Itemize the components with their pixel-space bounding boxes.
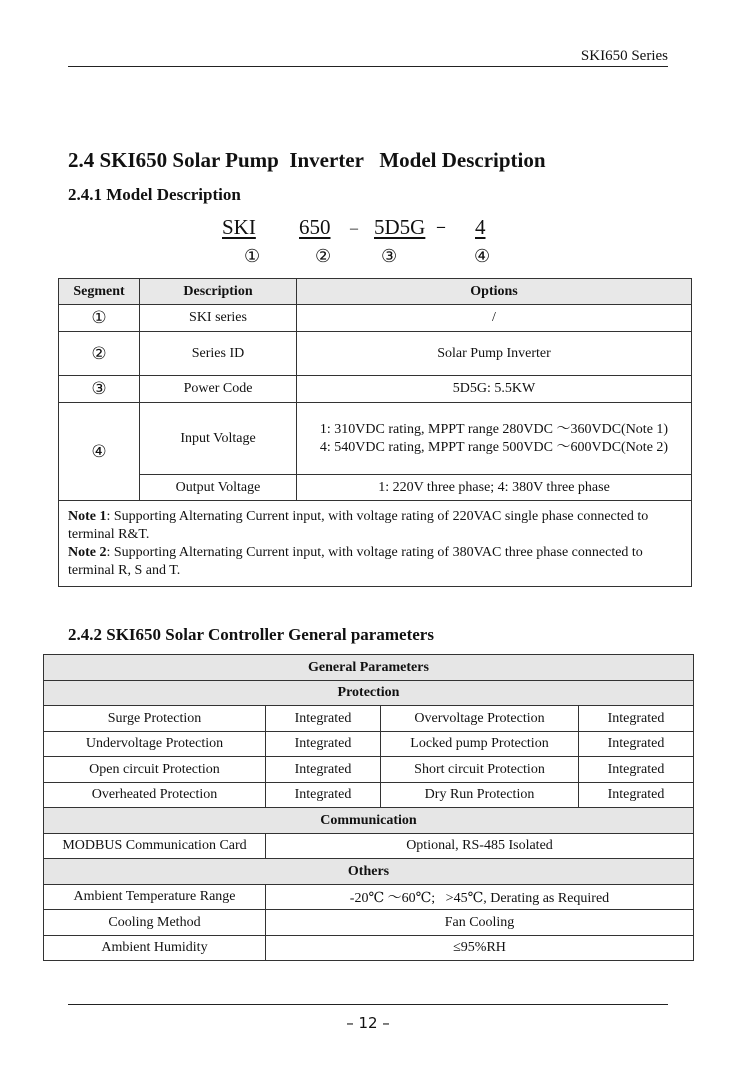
segment-cell: ④ [59, 403, 140, 501]
param-value: Integrated [266, 732, 381, 757]
param-value: Integrated [579, 732, 694, 757]
param-label: Overheated Protection [44, 783, 266, 808]
param-value: Fan Cooling [266, 910, 694, 936]
model-code-seg3: 5D5G [374, 215, 426, 239]
param-value: Integrated [266, 706, 381, 732]
section-header-row [44, 808, 694, 834]
options-line: 1: 310VDC rating, MPPT range 280VDC ～360VDC(Note 1) [319, 421, 669, 437]
param-label: Ambient Temperature Range [44, 885, 266, 910]
others-header: Others [44, 859, 694, 885]
section-header-row [44, 859, 694, 885]
options-cell [297, 403, 692, 475]
note-1-label: Note 1 [68, 508, 107, 524]
table-row [59, 475, 692, 501]
description-cell: SKI series [140, 305, 297, 332]
param-label: Overvoltage Protection [381, 706, 579, 732]
subsection-title-params: 2.4.2 SKI650 Solar Controller General parameters [68, 625, 434, 644]
table-row [44, 885, 694, 910]
note-2-label: Note 2 [68, 544, 107, 560]
param-value: -20℃ ～60℃; >45℃, Derating as Required [266, 885, 694, 910]
table-title-row [44, 655, 694, 681]
subsection-title-model: 2.4.1 Model Description [68, 185, 241, 204]
param-label: Surge Protection [44, 706, 266, 732]
param-value: Integrated [266, 783, 381, 808]
table-row [44, 910, 694, 936]
notes-row [59, 501, 692, 587]
model-code-sep2: – [437, 218, 445, 235]
note-2-text: : Supporting Alternating Current input, with voltage rating of 380VAC three phase connected to terminal R, S and T. [68, 544, 643, 578]
param-label: Locked pump Protection [381, 732, 579, 757]
options-cell: 5D5G: 5.5KW [297, 376, 692, 403]
model-code-seg2: 650 [299, 215, 331, 239]
param-value: Optional, RS-485 Isolated [266, 834, 694, 859]
table-row [44, 706, 694, 732]
header-rule [68, 66, 668, 67]
table-row [44, 757, 694, 783]
table-row [59, 403, 692, 475]
header-segment: Segment [59, 279, 140, 305]
model-marker-4: ④ [474, 246, 491, 266]
note-2 [68, 544, 682, 580]
param-label: Dry Run Protection [381, 783, 579, 808]
table-row [44, 732, 694, 757]
protection-header: Protection [44, 681, 694, 706]
table-row [59, 376, 692, 403]
communication-header: Communication [44, 808, 694, 834]
description-cell: Input Voltage [140, 403, 297, 475]
param-label: MODBUS Communication Card [44, 834, 266, 859]
param-value: Integrated [266, 757, 381, 783]
model-marker-1: ① [244, 246, 261, 266]
note-1 [68, 508, 682, 544]
model-code-seg4: 4 [475, 215, 486, 239]
table-row [44, 834, 694, 859]
general-parameters-table [43, 654, 694, 961]
param-value: Integrated [579, 706, 694, 732]
description-cell: Output Voltage [140, 475, 297, 501]
notes-cell [59, 501, 692, 587]
model-marker-3: ③ [381, 246, 398, 266]
model-code-sep1: – [350, 220, 358, 237]
segment-cell: ③ [59, 376, 140, 403]
model-marker-2: ② [315, 246, 332, 266]
note-1-text: : Supporting Alternating Current input, with voltage rating of 220VAC single phase connected to terminal R&T. [68, 508, 649, 542]
model-description-table [58, 278, 692, 587]
model-code-seg1: SKI [222, 215, 256, 239]
page-number: – 12 – [346, 1014, 390, 1032]
param-value: ≤95%RH [266, 936, 694, 961]
table-row [59, 305, 692, 332]
table-header-row [59, 279, 692, 305]
header-options: Options [297, 279, 692, 305]
param-label: Open circuit Protection [44, 757, 266, 783]
section-header-row [44, 681, 694, 706]
param-label: Short circuit Protection [381, 757, 579, 783]
section-title: 2.4 SKI650 Solar Pump Inverter Model Description [68, 148, 546, 172]
table-row [44, 936, 694, 961]
options-line: 4: 540VDC rating, MPPT range 500VDC ～600VDC(Note 2) [319, 439, 669, 455]
options-cell: 1: 220V three phase; 4: 380V three phase [297, 475, 692, 501]
header-series-label: SKI650 Series [580, 48, 668, 64]
table-row [59, 332, 692, 376]
param-label: Ambient Humidity [44, 936, 266, 961]
footer-rule [68, 1004, 668, 1005]
description-cell: Series ID [140, 332, 297, 376]
params-title: General Parameters [44, 655, 694, 681]
param-label: Cooling Method [44, 910, 266, 936]
description-cell: Power Code [140, 376, 297, 403]
header-description: Description [140, 279, 297, 305]
segment-cell: ② [59, 332, 140, 376]
param-label: Undervoltage Protection [44, 732, 266, 757]
segment-cell: ① [59, 305, 140, 332]
options-cell: Solar Pump Inverter [297, 332, 692, 376]
options-cell: / [297, 305, 692, 332]
table-row [44, 783, 694, 808]
param-value: Integrated [579, 757, 694, 783]
param-value: Integrated [579, 783, 694, 808]
